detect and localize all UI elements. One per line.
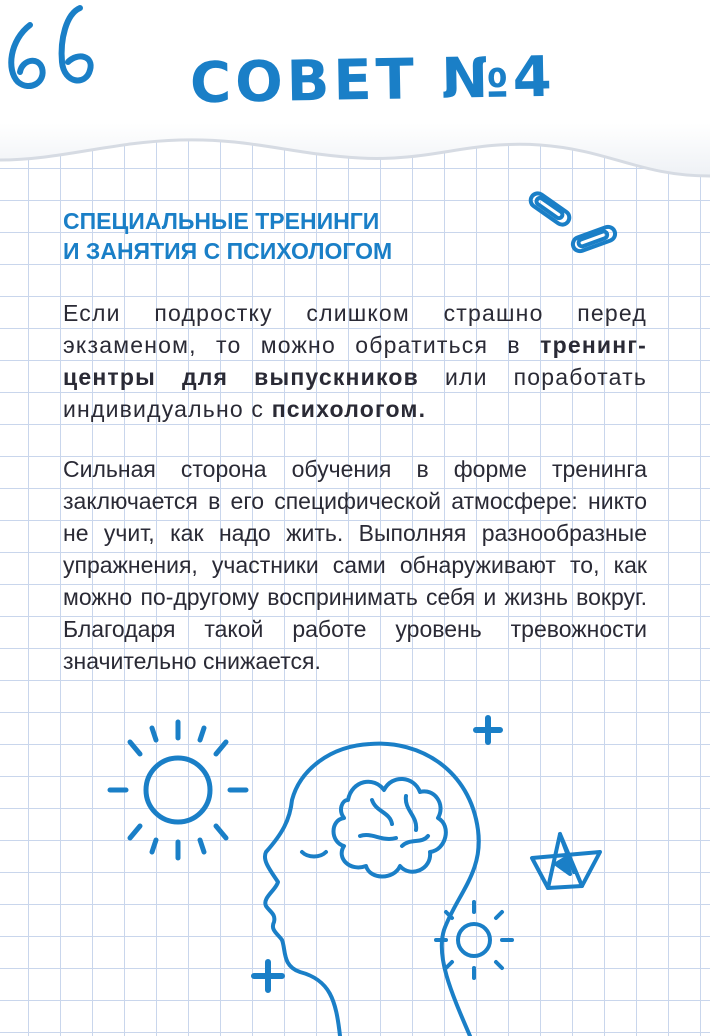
small-sun-icon bbox=[436, 902, 512, 978]
section-title-line1: СПЕЦИАЛЬНЫЕ ТРЕНИНГИ bbox=[63, 208, 380, 234]
section-title bbox=[63, 206, 483, 266]
header-band bbox=[0, 0, 710, 190]
paperclip-icon bbox=[528, 191, 617, 253]
p1-text2: или поработать индивидуально с bbox=[63, 364, 648, 422]
head-brain-icon bbox=[265, 744, 479, 1036]
p1-bold-psychologist: психологом. bbox=[271, 396, 427, 422]
paper-boat-icon bbox=[532, 834, 600, 888]
plus-icon bbox=[254, 718, 500, 990]
paragraph-training bbox=[63, 297, 647, 425]
p1-bold-training-centers: тренинг-центры для выпускников bbox=[63, 332, 647, 390]
page-number-six-doodle bbox=[0, 0, 100, 100]
sun-icon bbox=[110, 722, 246, 858]
paragraph-atmosphere: Сильная сторона обучения в форме тренинга заключается в его специфической атмосфере: никто не учит, как надо жить. Выполняя разнообразные упражнения, участники сами обнаруживают то, как можно по-другому воспринимать себя и жизнь вокруг. Благодаря такой работе уровень тревожности значительно снижается. bbox=[63, 456, 647, 674]
p1-text1: Если подростку слишком страшно перед экзаменом, то можно обратиться в bbox=[63, 300, 647, 358]
section-title-line2: И ЗАНЯТИЯ С ПСИХОЛОГОМ bbox=[63, 238, 393, 264]
header-title: СОВЕТ №4 bbox=[189, 44, 557, 117]
